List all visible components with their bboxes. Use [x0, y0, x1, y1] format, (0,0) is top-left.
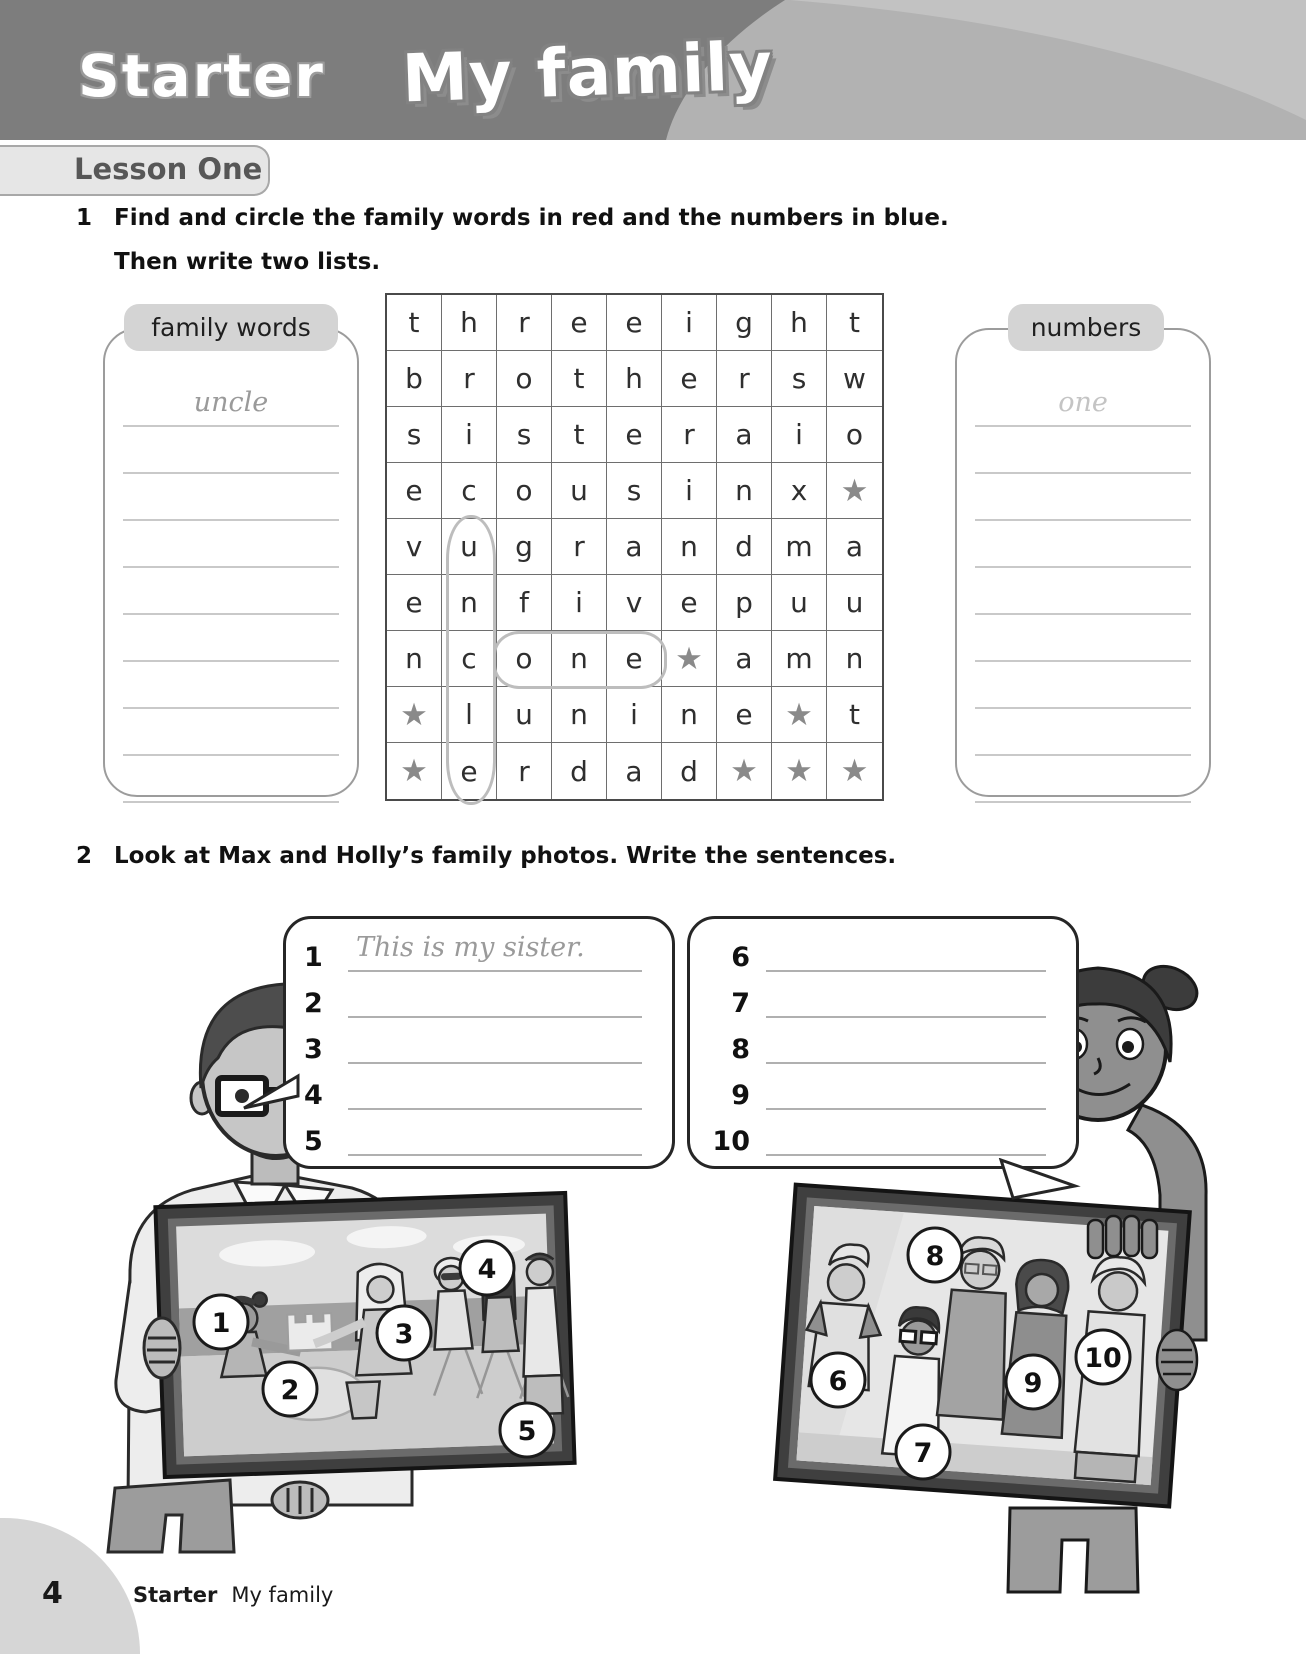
wordsearch-star-cell[interactable]: ★	[717, 743, 772, 799]
exercise1-number: 1	[76, 205, 93, 231]
numbers-tab-label: numbers	[1030, 313, 1142, 342]
exercise1-instruction-line1: Find and circle the family words in red and the numbers in blue.	[114, 205, 949, 231]
wordsearch-letter-cell[interactable]: h	[442, 295, 497, 351]
wordsearch-letter-cell[interactable]: u	[772, 575, 827, 631]
answer-line[interactable]	[975, 521, 1191, 568]
wordsearch-letter-cell[interactable]: o	[827, 407, 882, 463]
wordsearch-letter-cell[interactable]: t	[552, 351, 607, 407]
sentence-line[interactable]	[348, 978, 642, 1018]
wordsearch-letter-cell[interactable]: a	[717, 631, 772, 687]
wordsearch-letter-cell[interactable]: v	[387, 519, 442, 575]
sentence-row	[304, 1070, 654, 1116]
photo-marker-number: 7	[913, 1438, 933, 1469]
wordsearch-letter-cell[interactable]: o	[497, 463, 552, 519]
page-number: 4	[42, 1576, 63, 1611]
wordsearch-letter-cell[interactable]: d	[552, 743, 607, 799]
answer-line[interactable]	[123, 709, 339, 756]
sentence-line[interactable]: This is my sister.	[348, 932, 642, 972]
wordsearch-star-cell[interactable]: ★	[387, 687, 442, 743]
wordsearch-star-cell[interactable]: ★	[662, 631, 717, 687]
photo-marker-number: 4	[477, 1254, 497, 1285]
wordsearch-letter-cell[interactable]: e	[552, 295, 607, 351]
wordsearch-letter-cell[interactable]: o	[497, 631, 552, 687]
wordsearch-letter-cell[interactable]: u	[442, 519, 497, 575]
sentence-row	[708, 1024, 1058, 1070]
wordsearch-letter-cell[interactable]: i	[607, 687, 662, 743]
wordsearch-letter-cell[interactable]: i	[662, 295, 717, 351]
sentence-row	[304, 1024, 654, 1070]
photo-marker-number: 1	[211, 1308, 231, 1339]
answer-line[interactable]	[123, 568, 339, 615]
family-words-lines	[123, 380, 339, 803]
unit-label: Starter	[78, 42, 325, 110]
wordsearch-letter-cell[interactable]: d	[717, 519, 772, 575]
wordsearch-letter-cell[interactable]: a	[607, 743, 662, 799]
wordsearch-star-cell[interactable]: ★	[772, 687, 827, 743]
footer-text	[133, 1583, 333, 1607]
lesson-tab-label: Lesson One	[74, 152, 263, 186]
sentence-number: 9	[731, 1080, 750, 1111]
wordsearch-letter-cell[interactable]: n	[827, 631, 882, 687]
wordsearch-letter-cell[interactable]: d	[662, 743, 717, 799]
left-bubble-rows	[304, 932, 654, 1162]
sentence-number: 10	[712, 1126, 750, 1157]
sentence-number: 3	[304, 1034, 323, 1065]
wordsearch-letter-cell[interactable]: n	[552, 687, 607, 743]
answer-line[interactable]	[123, 427, 339, 474]
wordsearch-letter-cell[interactable]: i	[552, 575, 607, 631]
answer-line[interactable]	[123, 521, 339, 568]
wordsearch-letter-cell[interactable]: x	[772, 463, 827, 519]
wordsearch-letter-cell[interactable]: r	[442, 351, 497, 407]
sentence-number: 4	[304, 1080, 323, 1111]
wordsearch-letter-cell[interactable]: u	[497, 687, 552, 743]
wordsearch-letter-cell[interactable]: s	[497, 407, 552, 463]
wordsearch-letter-cell[interactable]: s	[387, 407, 442, 463]
wordsearch-letter-cell[interactable]: b	[387, 351, 442, 407]
footer-title: My family	[231, 1583, 334, 1607]
sentence-line[interactable]	[766, 1116, 1046, 1156]
wordsearch-letter-cell[interactable]: t	[827, 295, 882, 351]
wordsearch-letter-cell[interactable]: n	[662, 687, 717, 743]
handwritten-answer: uncle	[193, 387, 269, 418]
wordsearch-letter-cell[interactable]: v	[607, 575, 662, 631]
wordsearch-letter-cell[interactable]: n	[387, 631, 442, 687]
wordsearch-letter-cell[interactable]: e	[607, 407, 662, 463]
wordsearch-letter-cell[interactable]: a	[607, 519, 662, 575]
wordsearch-letter-cell[interactable]: e	[387, 575, 442, 631]
numbers-lines	[975, 380, 1191, 803]
sentence-line[interactable]	[766, 1024, 1046, 1064]
wordsearch-letter-cell[interactable]: e	[607, 295, 662, 351]
numbers-panel	[955, 328, 1211, 797]
photo-marker-number: 10	[1084, 1343, 1122, 1374]
family-words-tab-label: family words	[151, 313, 311, 342]
right-bubble-rows	[708, 932, 1058, 1162]
wordsearch-letter-cell[interactable]: e	[442, 743, 497, 799]
wordsearch-letter-cell[interactable]: i	[662, 463, 717, 519]
exercise2-number: 2	[76, 843, 93, 869]
max-speech-bubble	[283, 916, 675, 1169]
wordsearch-letter-cell[interactable]: u	[552, 463, 607, 519]
answer-line[interactable]	[123, 756, 339, 803]
speech-tail-left	[240, 1072, 302, 1124]
wordsearch-letter-cell[interactable]: u	[827, 575, 882, 631]
wordsearch-letter-cell[interactable]: g	[717, 295, 772, 351]
wordsearch-letter-cell[interactable]: m	[772, 519, 827, 575]
sentence-number: 8	[731, 1034, 750, 1065]
sentence-line[interactable]	[766, 932, 1046, 972]
wordsearch-letter-cell[interactable]: n	[552, 631, 607, 687]
wordsearch-letter-cell[interactable]: a	[827, 519, 882, 575]
answer-line[interactable]	[123, 662, 339, 709]
wordsearch-letter-cell[interactable]: s	[607, 463, 662, 519]
holly-speech-bubble	[687, 916, 1079, 1169]
wordsearch-letter-cell[interactable]: m	[772, 631, 827, 687]
sentence-line[interactable]	[348, 1116, 642, 1156]
sentence-number: 2	[304, 988, 323, 1019]
sentence-number: 6	[731, 942, 750, 973]
wordsearch-letter-cell[interactable]: o	[497, 351, 552, 407]
wordsearch-letter-cell[interactable]: s	[772, 351, 827, 407]
wordsearch-letter-cell[interactable]: c	[442, 631, 497, 687]
answer-line[interactable]	[123, 474, 339, 521]
wordsearch-star-cell[interactable]: ★	[772, 743, 827, 799]
wordsearch-letter-cell[interactable]: h	[607, 351, 662, 407]
answer-line[interactable]	[975, 615, 1191, 662]
wordsearch-letter-cell[interactable]: t	[387, 295, 442, 351]
wordsearch-letter-cell[interactable]: n	[442, 575, 497, 631]
sentence-row	[708, 1116, 1058, 1162]
wordsearch-letter-cell[interactable]: t	[552, 407, 607, 463]
wordsearch-letter-cell[interactable]: n	[717, 463, 772, 519]
wordsearch-letter-cell[interactable]: e	[607, 631, 662, 687]
circle-annotation-uncle	[446, 515, 496, 805]
sentence-row	[304, 978, 654, 1024]
wordsearch-letter-cell[interactable]: w	[827, 351, 882, 407]
photo-marker-number: 8	[925, 1241, 945, 1272]
family-words-tab	[124, 304, 338, 351]
photo-marker-number: 6	[828, 1366, 848, 1397]
photo-marker-number: 2	[280, 1375, 300, 1406]
footer-unit: Starter	[133, 1583, 218, 1607]
wordsearch-letter-cell[interactable]: a	[717, 407, 772, 463]
family-words-panel	[103, 328, 359, 797]
wordsearch-star-cell[interactable]: ★	[387, 743, 442, 799]
wordsearch-letter-cell[interactable]: r	[552, 519, 607, 575]
answer-line[interactable]	[975, 709, 1191, 756]
wordsearch-letter-cell[interactable]: i	[442, 407, 497, 463]
sentence-row	[708, 932, 1058, 978]
wordsearch-star-cell[interactable]: ★	[827, 463, 882, 519]
exercise2-instruction: Look at Max and Holly’s family photos. Write the sentences.	[114, 843, 897, 869]
sentence-number: 1	[304, 942, 323, 973]
handwritten-answer: one	[1058, 387, 1108, 418]
wordsearch-letter-cell[interactable]: c	[442, 463, 497, 519]
wordsearch-star-cell[interactable]: ★	[840, 753, 869, 789]
answer-line[interactable]	[975, 380, 1191, 427]
wordsearch-letter-cell[interactable]: t	[827, 687, 882, 743]
wordsearch-letter-cell[interactable]: r	[662, 407, 717, 463]
wordsearch-letter-cell[interactable]: e	[387, 463, 442, 519]
page-title: My family	[400, 27, 775, 118]
sentence-number: 5	[304, 1126, 323, 1157]
wordsearch-letter-cell[interactable]: r	[717, 351, 772, 407]
wordsearch-letter-cell[interactable]: i	[772, 407, 827, 463]
sentence-line[interactable]	[348, 1070, 642, 1110]
wordsearch-letter-cell[interactable]: e	[662, 575, 717, 631]
wordsearch-letter-cell[interactable]: l	[442, 687, 497, 743]
photo-marker-number: 5	[517, 1416, 537, 1447]
answer-line[interactable]	[975, 568, 1191, 615]
sentence-row	[304, 1116, 654, 1162]
wordsearch-letter-cell[interactable]: f	[497, 575, 552, 631]
wordsearch-letter-cell[interactable]: e	[717, 687, 772, 743]
wordsearch-letter-cell[interactable]: p	[717, 575, 772, 631]
wordsearch-letter-cell[interactable]: g	[497, 519, 552, 575]
exercise1-instruction-line2: Then write two lists.	[114, 249, 381, 275]
wordsearch-letter-cell[interactable]: e	[662, 351, 717, 407]
sentence-row	[708, 978, 1058, 1024]
wordsearch-letter-cell[interactable]: h	[772, 295, 827, 351]
answer-line[interactable]	[975, 427, 1191, 474]
wordsearch-letter-cell[interactable]: r	[497, 743, 552, 799]
wordsearch-letter-cell[interactable]: n	[662, 519, 717, 575]
speech-tail-right	[993, 1158, 1083, 1206]
answer-line[interactable]	[123, 380, 339, 427]
sentence-line[interactable]	[766, 1070, 1046, 1110]
sentence-line[interactable]	[348, 1024, 642, 1064]
answer-line[interactable]	[975, 756, 1191, 803]
sentence-line[interactable]	[766, 978, 1046, 1018]
lesson-tab	[0, 145, 270, 196]
photo-marker-number: 9	[1023, 1368, 1043, 1399]
photo-marker-number: 3	[394, 1319, 414, 1350]
circle-annotation-one	[493, 631, 667, 689]
sentence-row	[304, 932, 654, 978]
numbers-tab	[1008, 304, 1164, 351]
answer-line[interactable]	[975, 662, 1191, 709]
sentence-number: 7	[731, 988, 750, 1019]
sentence-row	[708, 1070, 1058, 1116]
page-header	[0, 0, 1306, 140]
answer-line[interactable]	[975, 474, 1191, 521]
answer-line[interactable]	[123, 615, 339, 662]
wordsearch-letter-cell[interactable]: r	[497, 295, 552, 351]
